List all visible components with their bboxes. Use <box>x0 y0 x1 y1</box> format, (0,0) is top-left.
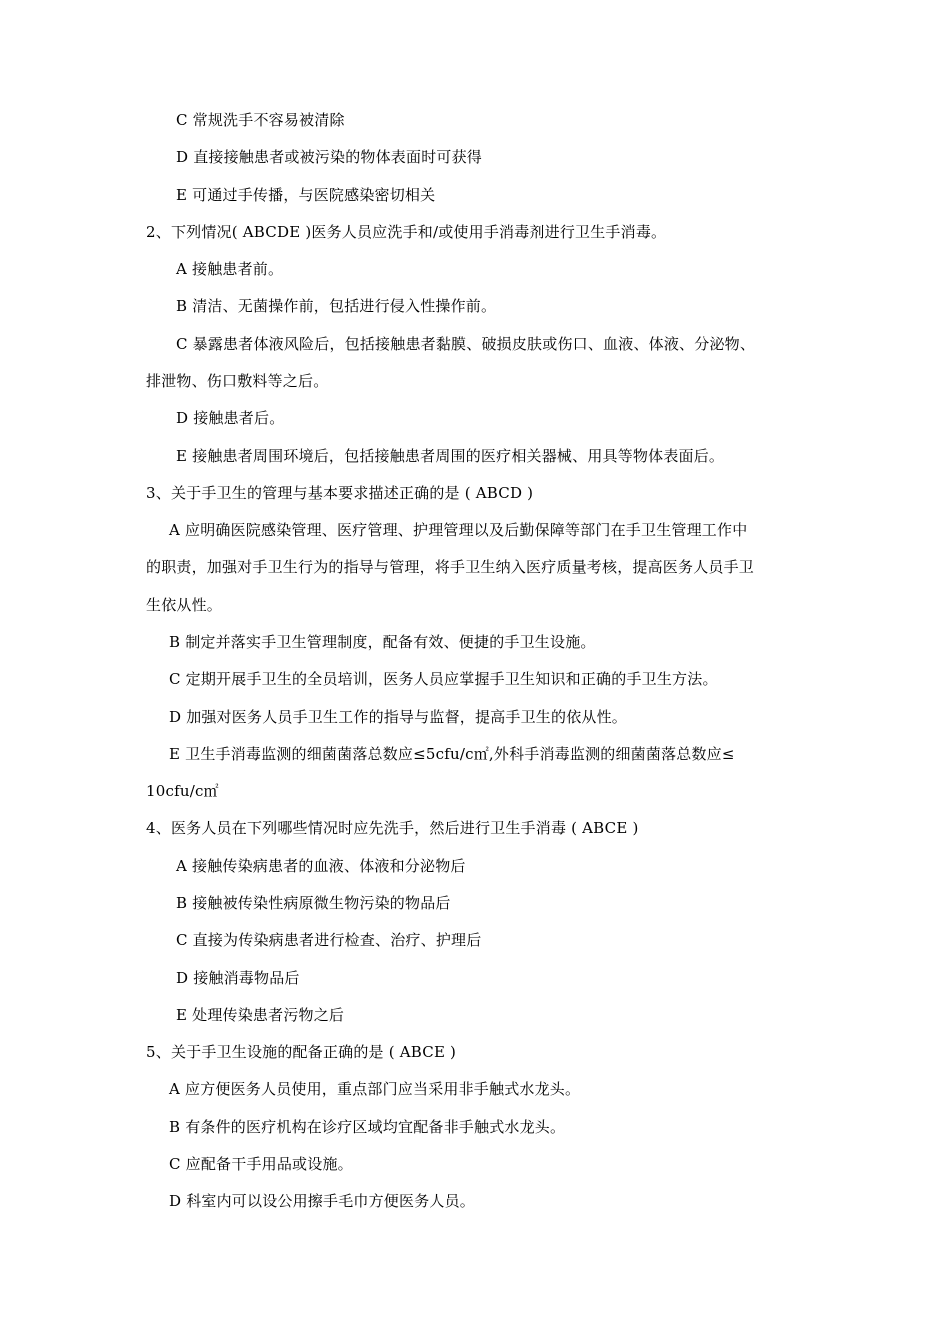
q3-option-d: D 加强对医务人员手卫生工作的指导与监督，提高手卫生的依从性。 <box>169 708 627 726</box>
question-2: 2、下列情况( ABCDE )医务人员应洗手和/或使用手消毒剂进行卫生手消毒。 <box>146 223 667 241</box>
q4-option-c: C 直接为传染病患者进行检查、治疗、护理后 <box>176 931 482 949</box>
q3-option-c: C 定期开展手卫生的全员培训，医务人员应掌握手卫生知识和正确的手卫生方法。 <box>169 670 718 688</box>
q4-option-b: B 接触被传染性病原微生物污染的物品后 <box>176 894 451 912</box>
q2-option-e: E 接触患者周围环境后，包括接触患者周围的医疗相关器械、用具等物体表面后。 <box>176 447 725 465</box>
q2-option-c: C 暴露患者体液风险后，包括接触患者黏膜、破损皮肤或伤口、血液、体液、分泌物、 <box>176 335 756 353</box>
question-4: 4、医务人员在下列哪些情况时应先洗手，然后进行卫生手消毒 ( ABCE ) <box>146 819 639 837</box>
q3-option-a-cont-2: 生依从性。 <box>146 596 223 614</box>
q2-option-d: D 接触患者后。 <box>176 409 285 427</box>
q4-option-d: D 接触消毒物品后 <box>176 969 300 987</box>
q2-option-b: B 清洁、无菌操作前，包括进行侵入性操作前。 <box>176 297 497 315</box>
q5-option-a: A 应方便医务人员使用，重点部门应当采用非手触式水龙头。 <box>169 1080 581 1098</box>
option-c-line: C 常规洗手不容易被清除 <box>176 111 345 129</box>
q4-option-e: E 处理传染患者污物之后 <box>176 1006 345 1024</box>
q5-option-c: C 应配备干手用品或设施。 <box>169 1155 353 1173</box>
q3-option-a: A 应明确医院感染管理、医疗管理、护理管理以及后勤保障等部门在手卫生管理工作中 <box>169 521 748 539</box>
q3-option-a-cont-1: 的职责，加强对手卫生行为的指导与管理，将手卫生纳入医疗质量考核，提高医务人员手卫 <box>146 558 755 576</box>
q5-option-b: B 有条件的医疗机构在诊疗区域均宜配备非手触式水龙头。 <box>169 1118 566 1136</box>
question-3: 3、关于手卫生的管理与基本要求描述正确的是 ( ABCD ) <box>146 484 534 502</box>
option-d-line: D 直接接触患者或被污染的物体表面时可获得 <box>176 148 482 166</box>
q4-option-a: A 接触传染病患者的血液、体液和分泌物后 <box>176 857 466 875</box>
q3-option-e-cont: 10cfu/c㎡ <box>146 782 219 800</box>
q3-option-e: E 卫生手消毒监测的细菌菌落总数应≤5cfu/c㎡,外科手消毒监测的细菌菌落总数应≤ <box>169 745 735 763</box>
q2-option-a: A 接触患者前。 <box>176 260 284 278</box>
question-5: 5、关于手卫生设施的配备正确的是 ( ABCE ) <box>146 1043 457 1061</box>
q2-option-c-cont: 排泄物、伤口敷料等之后。 <box>146 372 329 390</box>
q5-option-d: D 科室内可以设公用擦手毛巾方便医务人员。 <box>169 1192 475 1210</box>
q3-option-b: B 制定并落实手卫生管理制度，配备有效、便捷的手卫生设施。 <box>169 633 596 651</box>
option-e-line: E 可通过手传播，与医院感染密切相关 <box>176 186 436 204</box>
